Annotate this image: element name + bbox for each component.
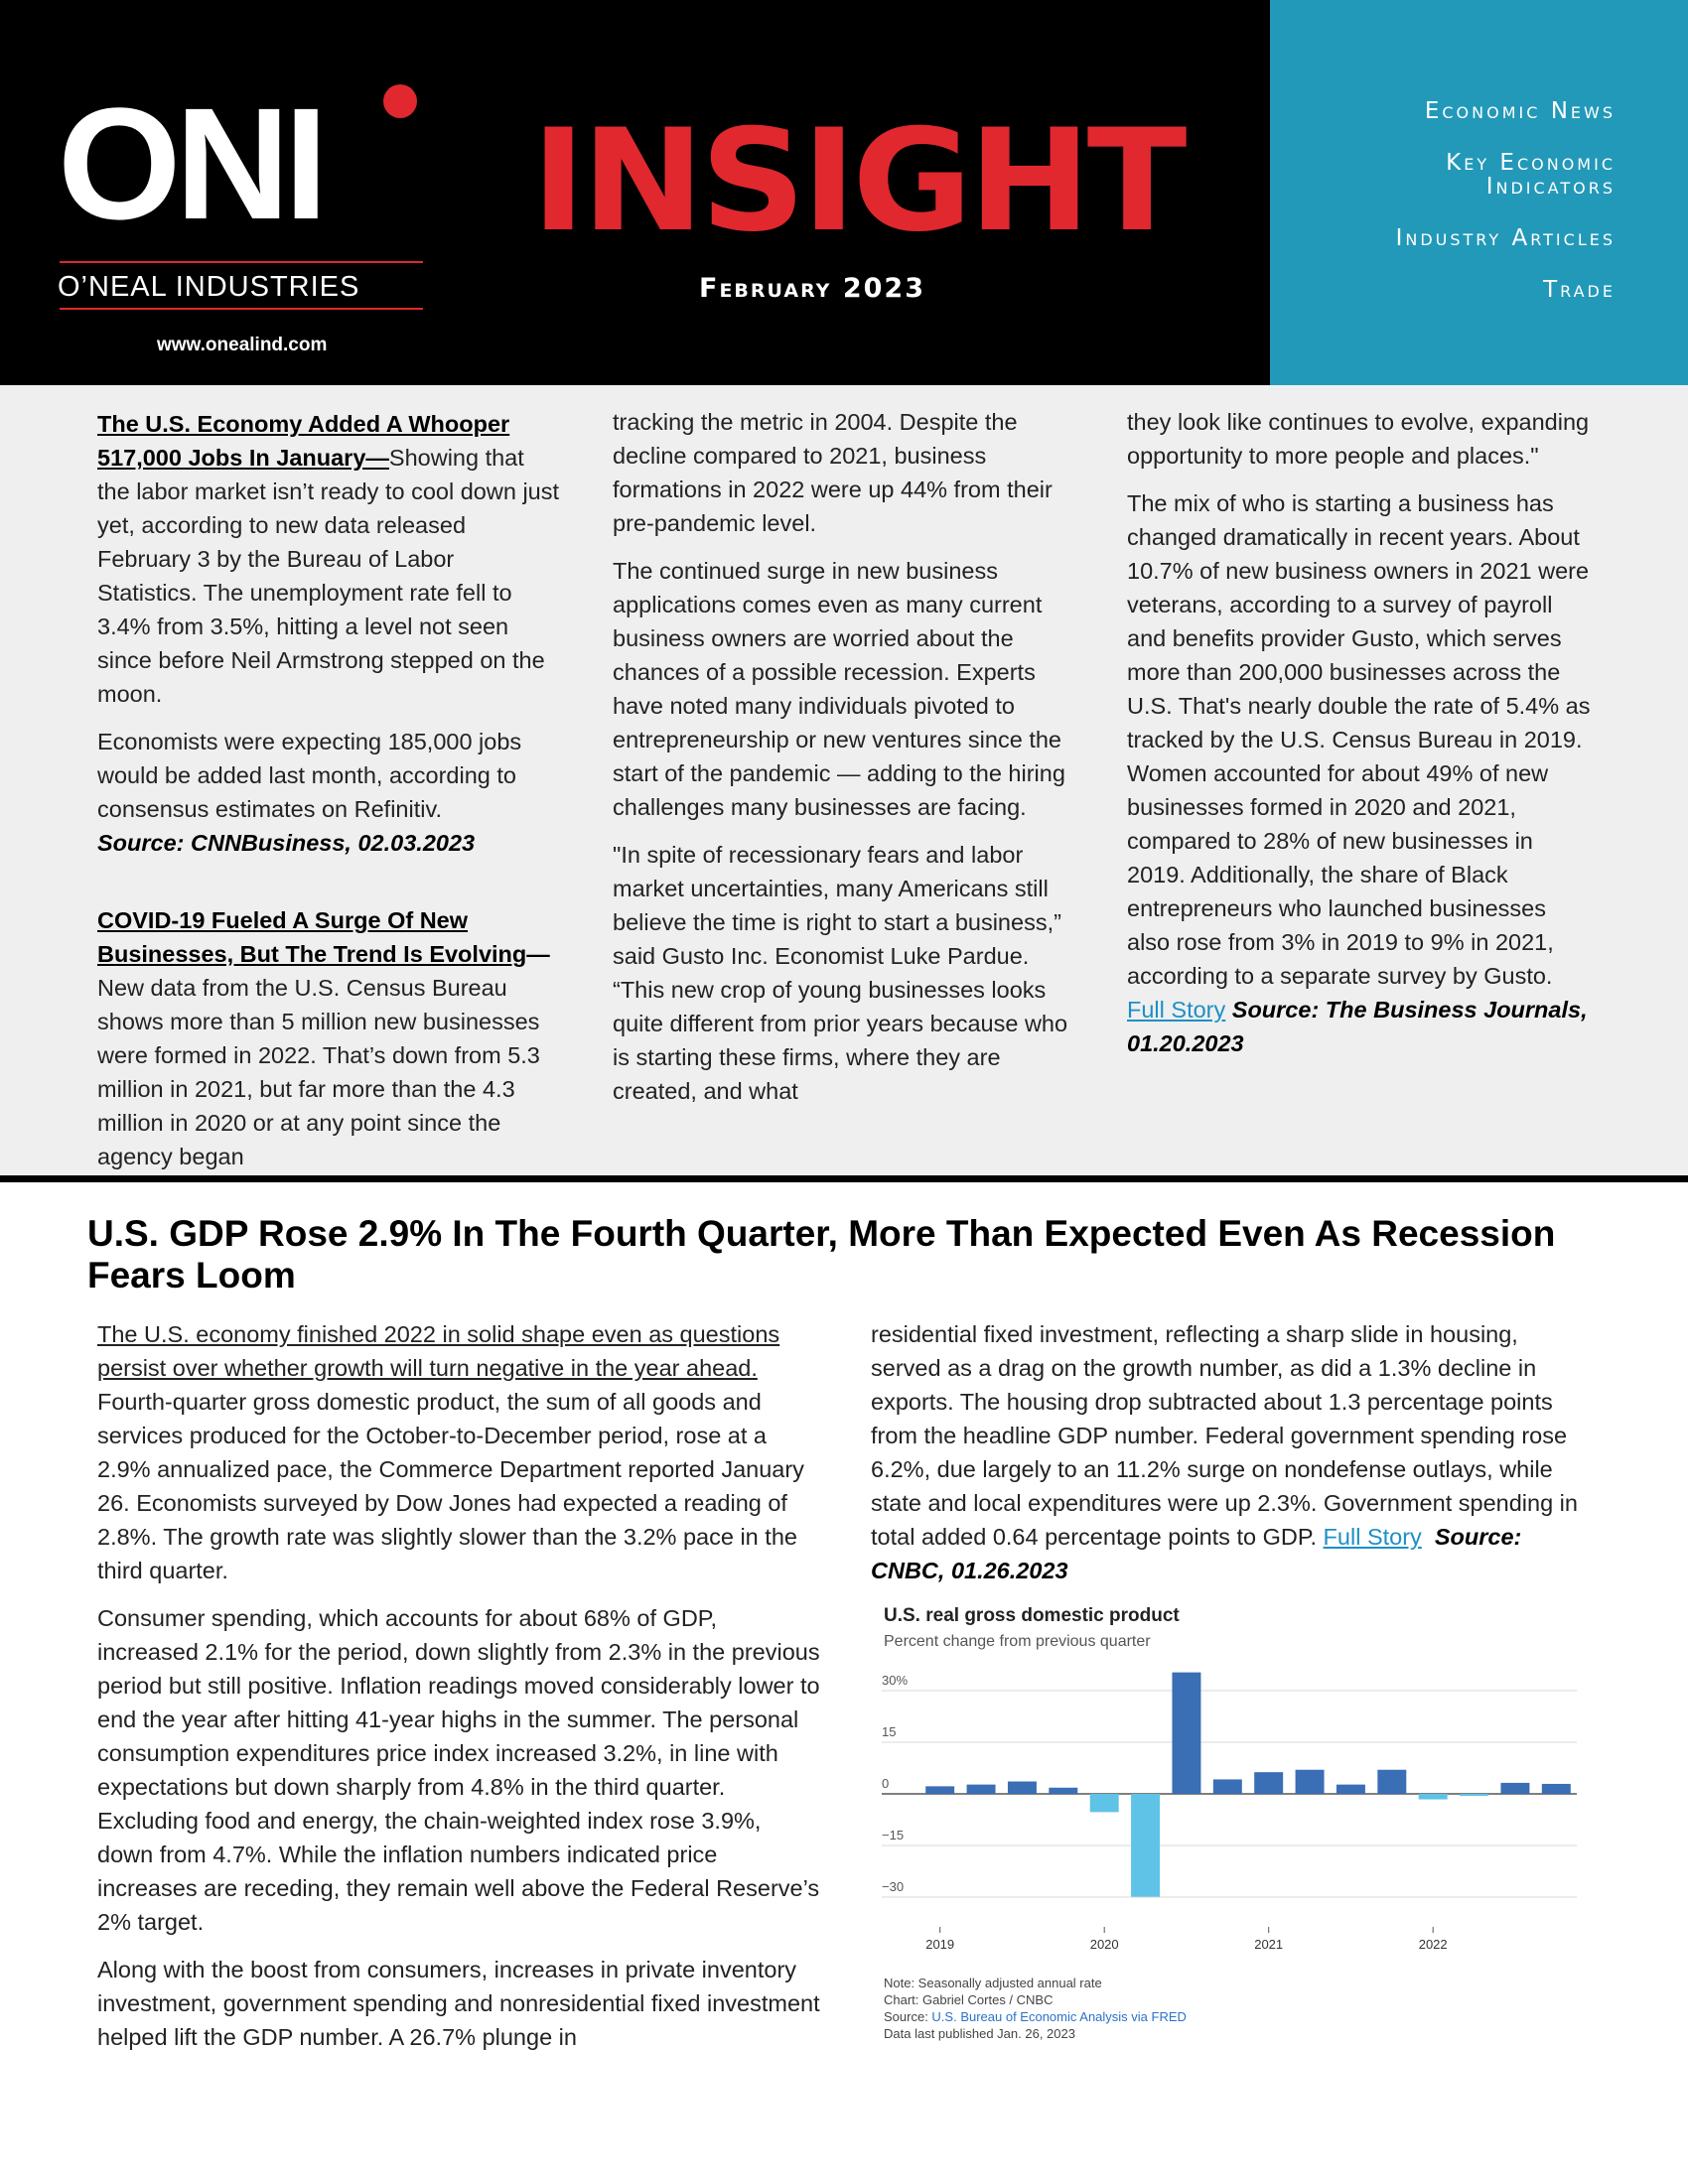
article-body: The continued surge in new business applications comes even as many current business owners are worried about the chances of a possible recession. Experts have noted many individuals pivoted to entrepreneurship or new ventures since the start of the pandemic — adding to the hiring challenges many businesses are facing.	[613, 558, 1065, 820]
nav-key-economic-indicators[interactable]: Key Economic Indicators	[1446, 150, 1616, 200]
nav-trade[interactable]: Trade	[1543, 277, 1616, 303]
chart-updated: Data last published Jan. 26, 2023	[884, 2026, 1075, 2041]
nav-industry-articles[interactable]: Industry Articles	[1395, 225, 1616, 251]
chart-bar	[1419, 1794, 1448, 1800]
gdp-article-title: U.S. GDP Rose 2.9% In The Fourth Quarter, More Than Expected Even As Recession Fears Loom	[87, 1213, 1556, 1296]
chart-bar	[1090, 1794, 1119, 1812]
article-body: tracking the metric in 2004. Despite the decline compared to 2021, business formations in 2022 were up 44% from their pre-pandemic level.	[613, 409, 1053, 536]
logo-rule-bottom	[60, 308, 423, 310]
chart-xtick-label: 2022	[1418, 1937, 1448, 1952]
newsletter-title: INSIGHT	[531, 99, 1184, 263]
article-body: New data from the U.S. Census Bureau shows more than 5 million new businesses were formed in 2022. That’s down from 5.3 million in 2021, but far more than the 4.3 million in 2020 or at any point since the agency began	[97, 975, 540, 1169]
masthead	[0, 0, 1688, 385]
chart-ytick-label: 30%	[882, 1673, 909, 1688]
article-source: Source: CNBC, 01.26.2023	[871, 1524, 1522, 1583]
article-headline: The U.S. Economy Added A Whooper 517,000 Jobs In January—	[97, 411, 510, 471]
chart-bar	[1049, 1788, 1077, 1794]
chart-ytick-label: 15	[882, 1724, 897, 1739]
gdp-chart	[868, 1603, 1593, 2060]
chart-xtick-label: 2020	[1089, 1937, 1119, 1952]
chart-credit: Chart: Gabriel Cortes / CNBC	[884, 1992, 1054, 2007]
logo-rule-top	[60, 261, 423, 263]
chart-bar	[1213, 1779, 1242, 1794]
article-businesses: COVID-19 Fueled A Surge Of New Businesses, But The Trend Is Evolving— New data from the U.S. Census Bureau shows more than 5 million new businesses were formed in 2022. That’s down from 5.3 million in 2021, but far more than the 4.3 million in 2020 or at any point since the agency began	[97, 907, 550, 1169]
chart-bar	[1296, 1770, 1325, 1794]
article-body: "In spite of recessionary fears and labor market uncertainties, many Americans still believe the time is right to start a business,” said Gusto Inc. Economist Luke Pardue. “This new crop of young businesses looks quite different from prior years because who is starting these firms, where they are created, and what	[613, 842, 1068, 1104]
chart-notes	[884, 1975, 1187, 2042]
logo-subtitle: O’NEAL INDUSTRIES	[58, 271, 360, 303]
chart-bar	[1500, 1783, 1529, 1794]
article-body: Economists were expecting 185,000 jobs would be added last month, according to consensus estimates on Refinitiv.	[97, 729, 522, 822]
article-body: Consumer spending, which accounts for about 68% of GDP, increased 2.1% for the period, down slightly from 2.3% in the previous period but still positive. Inflation readings moved considerably lower to end the year after hitting 41-year highs in the summer. The personal consumption expenditures price index increased 3.2%, in line with expectations but down sharply from 4.8% in the third quarter. Excluding food and energy, the chain-weighted index rose 3.9%, down from 4.7%. While the inflation numbers indicated price increases are receding, they remain well above the Federal Reserve’s 2% target.	[97, 1605, 820, 1935]
article-source: Source: CNNBusiness, 02.03.2023	[97, 830, 476, 856]
logo-wordmark: ONI	[58, 74, 323, 252]
gdp-column-2	[871, 1317, 1586, 1601]
news-column-3	[1127, 405, 1594, 1074]
full-story-link[interactable]: Full Story	[1323, 1524, 1422, 1550]
section-divider	[0, 1175, 1688, 1182]
logo-red-dot	[383, 84, 417, 118]
article-body: Fourth-quarter gross domestic product, the sum of all goods and services produced for the October-to-December period, rose at a 2.9% annualized pace, the Commerce Department reported January 26. Economists surveyed by Dow Jones had expected a reading of 2.8%. The growth rate was slightly slower than the 3.2% pace in the third quarter.	[97, 1389, 804, 1583]
chart-bar	[1172, 1673, 1200, 1794]
chart-xtick-label: 2019	[925, 1937, 955, 1952]
section-nav	[1396, 99, 1616, 330]
article-body: they look like continues to evolve, expanding opportunity to more people and places."	[1127, 409, 1590, 469]
chart-xtick-label: 2021	[1254, 1937, 1284, 1952]
nav-economic-news[interactable]: Economic News	[1424, 98, 1616, 124]
article-body: residential fixed investment, reflecting a sharp slide in housing, served as a drag on the growth number, as did a 1.3% decline in exports. The housing drop subtracted about 1.3 percentage points from the headline GDP number. Federal government spending rose 6.2%, due largely to an 11.2% surge on nondefense outlays, while state and local expenditures were up 2.3%. Government spending in total added 0.64 percentage points to GDP.	[871, 1321, 1578, 1550]
chart-bar	[1336, 1785, 1365, 1794]
chart-bar	[1460, 1794, 1488, 1796]
chart-note: Note: Seasonally adjusted annual rate	[884, 1976, 1102, 1990]
chart-ytick-label: 0	[882, 1776, 890, 1791]
article-jobs	[97, 407, 559, 711]
article-body: The mix of who is starting a business has changed dramatically in recent years. About 10.7% of new business owners in 2021 were veterans, according to a survey of payroll and benefits provider Gusto, which serves more than 200,000 businesses across the U.S. That's nearly double the rate of 5.4% as tracked by the U.S. Census Bureau in 2019. Women accounted for about 49% of new businesses formed in 2020 and 2021, compared to 28% of new businesses in 2019. Additionally, the share of Black entrepreneurs who launched businesses also rose from 3% in 2019 to 9% in 2021, according to a separate survey by Gusto.	[1127, 490, 1591, 989]
news-column-1	[97, 407, 559, 1187]
chart-bar	[1377, 1770, 1406, 1794]
chart-bar	[925, 1786, 954, 1794]
chart-bar	[1542, 1784, 1571, 1794]
article-headline: COVID-19 Fueled A Surge Of New Businesses, But The Trend Is Evolving	[97, 907, 527, 967]
chart-bar	[1254, 1772, 1283, 1794]
website-link[interactable]: www.onealind.com	[157, 335, 328, 355]
chart-bar	[1131, 1794, 1160, 1897]
chart-title: U.S. real gross domestic product	[884, 1605, 1180, 1626]
issue-date: February 2023	[699, 273, 925, 304]
article-source: Source: The Business Journals, 01.20.2023	[1127, 997, 1588, 1056]
chart-ytick-label: −30	[882, 1879, 905, 1894]
article-body: Showing that the labor market isn’t ready to cool down just yet, according to new data released February 3 by the Bureau of Labor Statistics. The unemployment rate fell to 3.4% from 3.5%, hitting a level not seen since before Neil Armstrong stepped on the moon.	[97, 445, 560, 707]
chart-plot	[868, 1603, 1593, 1973]
chart-bar	[967, 1785, 996, 1794]
article-body: Along with the boost from consumers, increases in private inventory investment, government spending and nonresidential fixed investment helped lift the GDP number. A 26.7% plunge in	[97, 1957, 820, 2050]
chart-bar	[1008, 1782, 1037, 1794]
gdp-column-1	[97, 1317, 822, 2068]
gdp-lead: The U.S. economy finished 2022 in solid shape even as questions persist over whether growth will turn negative in the year ahead.	[97, 1321, 780, 1381]
chart-subtitle: Percent change from previous quarter	[884, 1633, 1151, 1650]
chart-source-link[interactable]: U.S. Bureau of Economic Analysis via FRED	[931, 2009, 1187, 2024]
news-column-2	[613, 405, 1069, 1122]
oni-logo[interactable]	[58, 74, 425, 313]
full-story-link[interactable]: Full Story	[1127, 997, 1226, 1023]
chart-ytick-label: −15	[882, 1828, 905, 1843]
chart-source: Source: U.S. Bureau of Economic Analysis via FRED	[884, 2009, 1187, 2024]
